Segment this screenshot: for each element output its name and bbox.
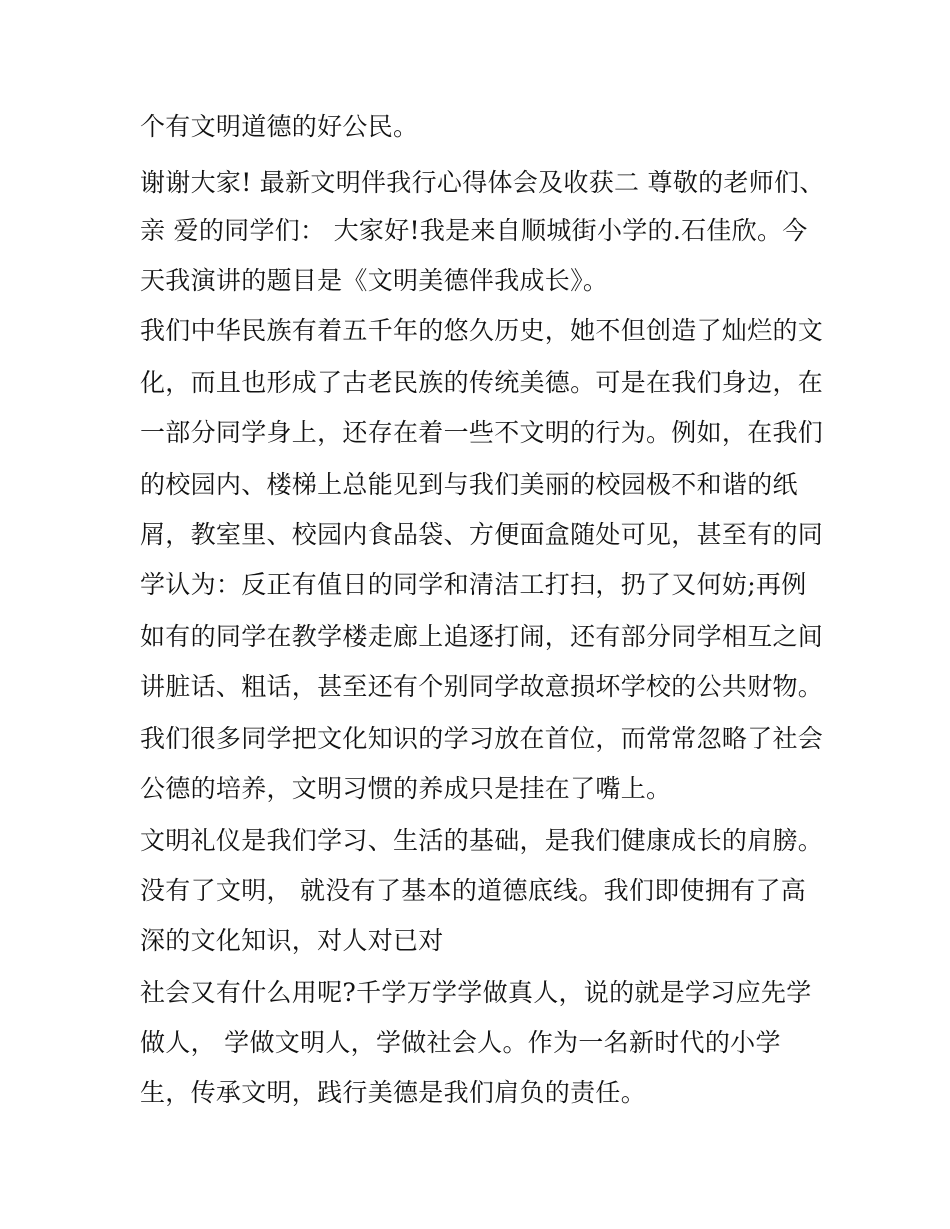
text-line: 讲脏话、粗话，甚至还有个别同学故意损坏学校的公共财物。 bbox=[140, 672, 824, 701]
text-line: 公德的培养，文明习惯的养成只是挂在了嘴上。 bbox=[140, 774, 672, 803]
text-line: 深的文化知识，对人对已对 bbox=[140, 926, 444, 955]
text-line: 的校园内、楼梯上总能见到与我们美丽的校园极不和谐的纸 bbox=[140, 470, 798, 499]
text-line: 如有的同学在教学楼走廊上追逐打闹，还有部分同学相互之间 bbox=[140, 622, 824, 651]
text-line: 我们很多同学把文化知识的学习放在首位，而常常忽略了社会 bbox=[140, 724, 824, 753]
text-line: 化，而且也形成了古老民族的传统美德。可是在我们身边，在 bbox=[140, 368, 824, 397]
text-line: 谢谢大家! 最新文明伴我行心得体会及收获二 尊敬的老师们、 bbox=[140, 168, 825, 197]
text-line: 一部分同学身上，还存在着一些不文明的行为。例如，在我们 bbox=[140, 418, 824, 447]
text-line: 社会又有什么用呢?千学万学学做真人，说的就是学习应先学 bbox=[140, 978, 812, 1007]
text-line: 做人， 学做文明人，学做社会人。作为一名新时代的小学 bbox=[140, 1028, 781, 1057]
text-line: 文明礼仪是我们学习、生活的基础，是我们健康成长的肩膀。 bbox=[140, 826, 824, 855]
text-line: 没有了文明， 就没有了基本的道德底线。我们即使拥有了高 bbox=[140, 876, 807, 905]
text-line: 我们中华民族有着五千年的悠久历史，她不但创造了灿烂的文 bbox=[140, 316, 824, 345]
text-line: 屑，教室里、校园内食品袋、方便面盒随处可见，甚至有的同 bbox=[140, 520, 824, 549]
text-line: 亲 爱的同学们： 大家好!我是来自顺城街小学的.石佳欣。今 bbox=[140, 216, 808, 245]
text-line: 生，传承文明，践行美德是我们肩负的责任。 bbox=[140, 1078, 647, 1107]
text-line: 个有文明道德的好公民。 bbox=[140, 112, 419, 141]
text-line: 天我演讲的题目是《文明美德伴我成长》。 bbox=[140, 266, 609, 295]
text-line: 学认为：反正有值日的同学和清洁工打扫，扔了又何妨;再例 bbox=[140, 570, 807, 599]
